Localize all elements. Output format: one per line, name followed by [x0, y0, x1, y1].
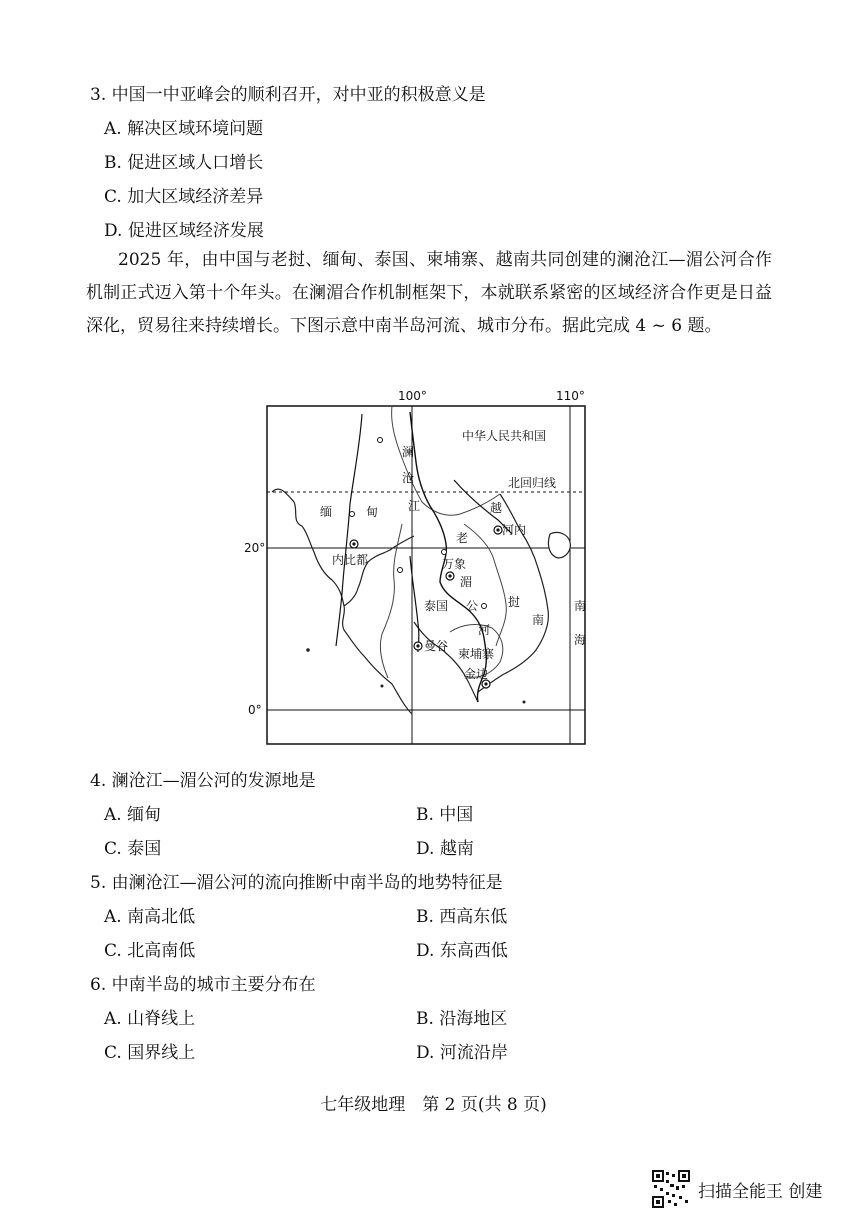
- city-bangkok-marker: [414, 642, 422, 650]
- lon-label-100: 100°: [398, 389, 427, 403]
- q4-stem: 4. 澜沧江—湄公河的发源地是: [90, 771, 316, 791]
- label-china: 中华人民共和国: [462, 429, 547, 443]
- q5-option-b: B. 西高东低: [416, 907, 508, 927]
- city-naypyidaw-marker: [350, 540, 358, 548]
- gulf-of-thailand: [414, 622, 478, 702]
- qr-code-icon: [652, 1170, 690, 1208]
- label-laos-2: 挝: [508, 595, 521, 609]
- label-laos-1: 老: [456, 531, 469, 545]
- q6-option-b: B. 沿海地区: [416, 1009, 508, 1029]
- map-frame: [267, 406, 585, 744]
- town-marker: [378, 438, 383, 443]
- label-vietnam-1: 越: [490, 501, 503, 515]
- lon-label-110: 110°: [556, 389, 585, 403]
- islet: [523, 701, 526, 704]
- label-city-vientiane: 万象: [442, 557, 467, 571]
- lat-label-0: 0°: [248, 703, 262, 717]
- tropic-label: 北回归线: [508, 476, 557, 490]
- passage: 2025 年，由中国与老挝、缅甸、泰国、柬埔寨、越南共同创建的澜沧江—湄公河合作机制正式迈入第十个年头。在澜湄合作机制框架下，本就联系紧密的区域经济合作更是日益深化，贸易往来持续增长。下图示意中南半岛河流、城市分布。据此完成 4 ~ 6 题。: [86, 250, 772, 336]
- islet: [381, 685, 384, 688]
- label-vietnam-2: 南: [532, 613, 545, 627]
- q3-option-a: A. 解决区域环境问题: [104, 119, 264, 139]
- q4-option-b: B. 中国: [416, 805, 474, 825]
- label-south-sea-2: 海: [574, 633, 587, 647]
- q4-option-d: D. 越南: [416, 839, 474, 859]
- q4-option-a: A. 缅甸: [104, 805, 162, 825]
- q3-option-d: D. 促进区域经济发展: [104, 221, 264, 241]
- label-mekong-1: 湄: [460, 575, 473, 589]
- border-myanmar-thailand: [380, 524, 402, 678]
- city-vientiane-marker: [446, 572, 454, 580]
- label-lancang-2: 沧: [402, 471, 415, 485]
- label-mekong-2: 公: [466, 599, 479, 613]
- label-south-sea-1: 南: [574, 599, 587, 613]
- town-marker: [482, 604, 487, 609]
- q5-option-c: C. 北高南低: [104, 941, 196, 961]
- label-lancang-1: 澜: [402, 445, 415, 459]
- label-myanmar-2: 甸: [366, 505, 379, 519]
- scanner-brand-text: 扫描全能王 创建: [698, 1181, 823, 1202]
- label-mekong-3: 河: [478, 623, 491, 637]
- label-city-hanoi: 河内: [502, 523, 527, 537]
- q4-option-c: C. 泰国: [104, 839, 162, 859]
- label-lancang-3: 江: [408, 499, 421, 513]
- label-city-naypyidaw: 内比都: [332, 553, 369, 567]
- irrawaddy-river: [336, 414, 362, 646]
- indochina-map: [232, 384, 612, 752]
- q6-option-a: A. 山脊线上: [104, 1009, 196, 1029]
- scanner-watermark: [652, 1170, 822, 1208]
- page-footer: 七年级地理 第 2 页(共 8 页): [320, 1095, 547, 1115]
- label-myanmar-1: 缅: [320, 505, 333, 519]
- q3-stem: 3. 中国一中亚峰会的顺利召开，对中亚的积极意义是: [90, 85, 486, 105]
- town-marker: [350, 512, 355, 517]
- chao-phraya-river: [410, 556, 419, 652]
- city-phnom-penh-marker: [482, 680, 490, 688]
- label-thailand: 泰国: [424, 599, 449, 613]
- q3-option-b: B. 促进区域人口增长: [104, 153, 264, 173]
- town-marker: [398, 568, 403, 573]
- label-cambodia: 柬埔寨: [458, 647, 495, 661]
- q5-stem: 5. 由澜沧江—湄公河的流向推断中南半岛的地势特征是: [90, 873, 503, 893]
- q5-option-a: A. 南高北低: [104, 907, 196, 927]
- hainan-island: [548, 532, 570, 558]
- city-hanoi-marker: [494, 526, 502, 534]
- q6-option-c: C. 国界线上: [104, 1043, 196, 1063]
- town-marker: [442, 550, 447, 555]
- q6-option-d: D. 河流沿岸: [416, 1043, 508, 1063]
- label-city-bangkok: 曼谷: [424, 639, 449, 653]
- label-city-phnom-penh: 金边: [464, 667, 489, 681]
- q5-option-d: D. 东高西低: [416, 941, 508, 961]
- islet: [306, 648, 310, 652]
- q6-stem: 6. 中南半岛的城市主要分布在: [90, 975, 316, 995]
- q3-option-c: C. 加大区域经济差异: [104, 187, 264, 207]
- lat-label-20: 20°: [244, 541, 266, 555]
